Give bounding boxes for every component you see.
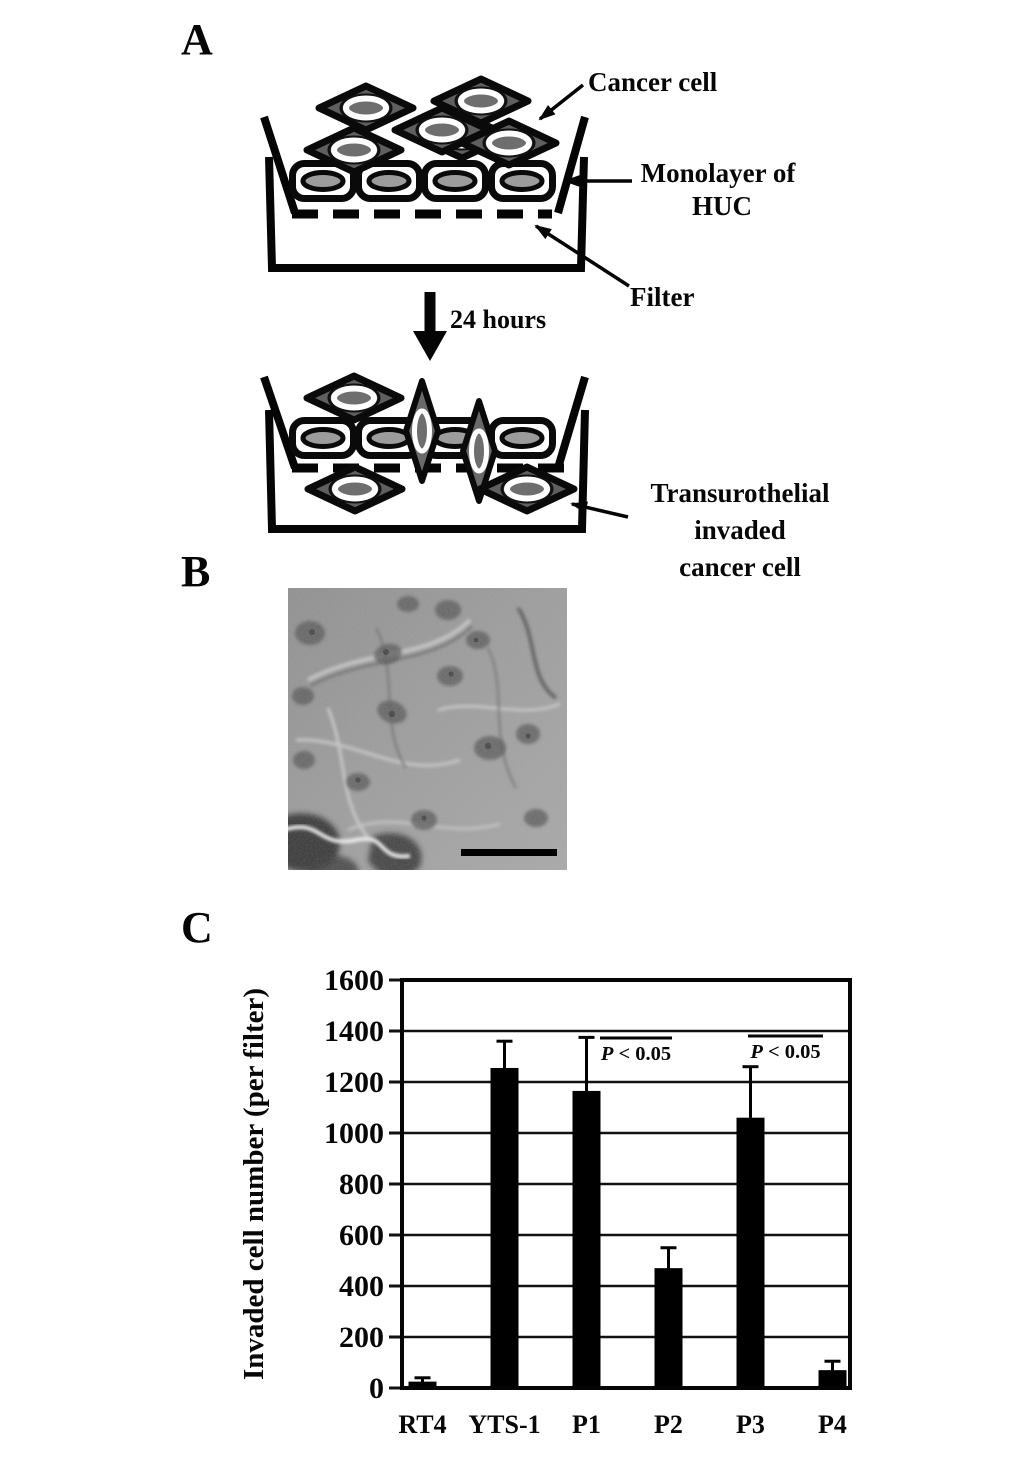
bar-YTS-1 xyxy=(491,1068,519,1388)
y-axis xyxy=(324,964,402,1405)
incubation-label: 24 hours xyxy=(450,305,547,334)
bars xyxy=(409,1037,847,1388)
y-tick-label: 1400 xyxy=(324,1015,384,1048)
x-axis xyxy=(398,1410,847,1439)
y-tick-label: 1000 xyxy=(324,1117,384,1150)
scale-bar xyxy=(461,849,557,856)
bar-P3 xyxy=(737,1118,765,1388)
arrow-down-icon xyxy=(413,331,447,361)
invaded-cell-1 xyxy=(308,467,402,511)
panel-c-label: C xyxy=(181,903,213,952)
cancer-cell-remaining xyxy=(307,376,401,420)
invasion-assay-diagram xyxy=(230,55,870,600)
p-value-label: P < 0.05 xyxy=(750,1041,821,1063)
x-label-P4: P4 xyxy=(818,1410,847,1439)
p-value-label: P < 0.05 xyxy=(600,1043,672,1065)
invaded-cell-2 xyxy=(480,467,574,511)
invaded-label-line1: Transurothelial xyxy=(650,478,830,508)
y-tick-label: 800 xyxy=(339,1168,384,1201)
filter-label: Filter xyxy=(630,282,695,312)
invaded-label-line2: invaded xyxy=(694,515,786,545)
monolayer-label-line1: Monolayer of xyxy=(640,158,796,188)
x-label-RT4: RT4 xyxy=(398,1410,447,1439)
x-label-P3: P3 xyxy=(736,1410,765,1439)
micrograph-image xyxy=(273,588,567,877)
y-tick-label: 1200 xyxy=(324,1066,384,1099)
invaded-label-line3: cancer cell xyxy=(679,552,801,582)
huc-micrograph xyxy=(288,588,567,870)
panel-b-label: B xyxy=(181,547,211,596)
y-axis-title: Invaded cell number (per filter) xyxy=(238,988,270,1380)
y-tick-label: 200 xyxy=(339,1321,384,1354)
cancer-cell-label: Cancer cell xyxy=(588,67,718,97)
huc-monolayer xyxy=(293,164,553,199)
x-label-P2: P2 xyxy=(654,1410,683,1439)
y-tick-label: 1600 xyxy=(324,964,384,997)
significance-annotation xyxy=(600,1038,672,1065)
y-tick-label: 0 xyxy=(369,1372,384,1405)
panel-a-label: A xyxy=(181,15,213,64)
incubation-arrow xyxy=(413,292,447,361)
assay-well-before xyxy=(264,79,585,268)
assay-well-after xyxy=(264,376,585,529)
y-tick-label: 600 xyxy=(339,1219,384,1252)
monolayer-label-line2: HUC xyxy=(692,191,752,221)
gridlines xyxy=(402,980,850,1337)
invasion-bar-chart xyxy=(228,945,928,1460)
significance-annotation xyxy=(748,1036,823,1063)
cancer-cells-on-top xyxy=(307,79,556,172)
x-label-P1: P1 xyxy=(572,1410,601,1439)
x-label-YTS-1: YTS-1 xyxy=(468,1410,541,1439)
y-tick-label: 400 xyxy=(339,1270,384,1303)
bar-P4 xyxy=(819,1370,847,1388)
cancer-cell-pointer xyxy=(540,85,583,119)
bar-P1 xyxy=(573,1091,601,1388)
bar-P2 xyxy=(655,1268,683,1388)
